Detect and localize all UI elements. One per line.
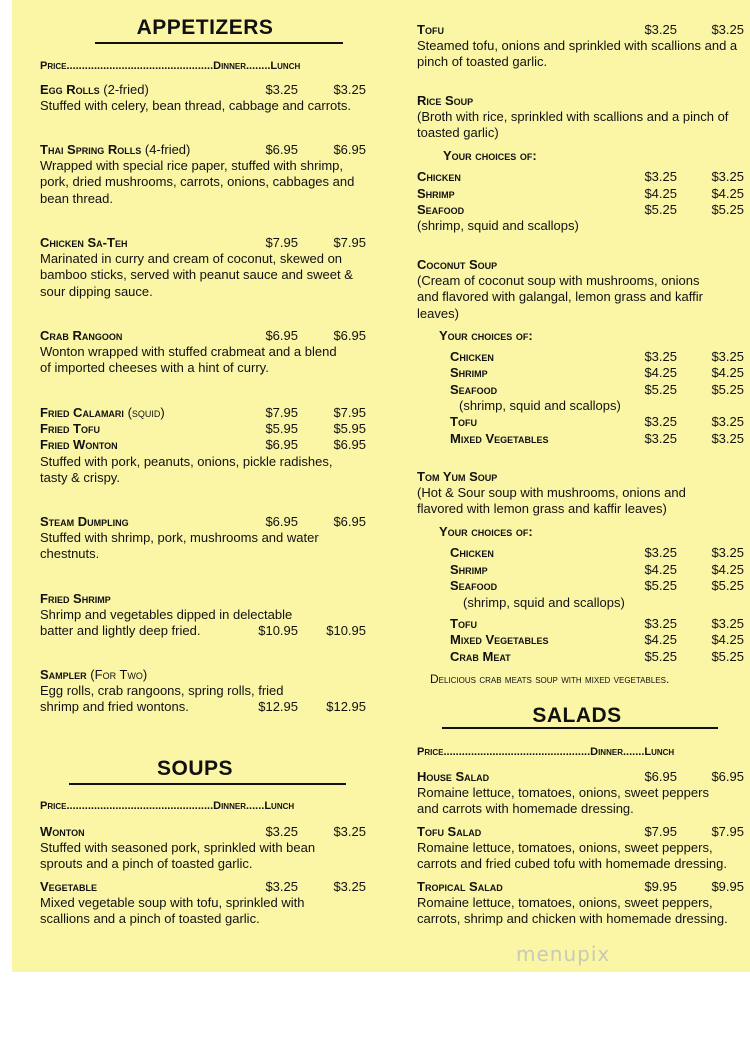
item-description-line-1: Shrimp and vegetables dipped in delectable xyxy=(40,607,293,622)
item-description-line-1: Egg rolls, crab rangoons, spring rolls, fried xyxy=(40,683,284,698)
item-name: Thai Spring Rolls xyxy=(40,142,142,157)
price-dinner: $6.95 xyxy=(265,514,298,529)
item-description: Romaine lettuce, tomatoes, onions, sweet peppers, carrots and fried cubed tofu with homemade dressing. xyxy=(417,840,728,872)
price-dinner: $7.95 xyxy=(644,824,677,839)
choice-seafood: Seafood xyxy=(450,578,498,593)
item-description: Wrapped with special rice paper, stuffed with shrimp, pork, dried mushrooms, carrots, onions, cabbages and bean thread. xyxy=(40,158,355,206)
choice-shrimp: Shrimp xyxy=(450,562,488,577)
item-name: Tropical Salad xyxy=(417,879,503,894)
price-lunch: $3.25 xyxy=(711,22,744,37)
appetizers-heading: APPETIZERS xyxy=(136,16,274,39)
price-dinner: $4.25 xyxy=(644,632,677,647)
price-dinner: $3.25 xyxy=(644,349,677,364)
item-description: (Broth with rice, sprinkled with scallions and a pinch of toasted garlic) xyxy=(417,109,729,141)
menu-item-thai-spring-rolls xyxy=(40,142,190,158)
price-dinner: $3.25 xyxy=(265,82,298,97)
menu-item-fried-tofu xyxy=(40,421,100,437)
price-lunch: $3.25 xyxy=(711,616,744,631)
item-note: (squid) xyxy=(127,405,165,420)
price-dinner: $9.95 xyxy=(644,879,677,894)
choice-chicken: Chicken xyxy=(417,169,461,184)
item-name: Coconut Soup xyxy=(417,257,498,272)
price-dinner: $3.25 xyxy=(644,545,677,560)
price-dinner: $3.25 xyxy=(644,616,677,631)
price-lunch: $5.25 xyxy=(711,382,744,397)
item-name: Steam Dumpling xyxy=(40,514,129,529)
soups-heading: SOUPS xyxy=(156,757,234,780)
item-name: Rice Soup xyxy=(417,93,474,108)
price-dinner: $7.95 xyxy=(265,405,298,420)
menu-item-fried-wonton xyxy=(40,437,118,453)
item-name: Chicken Sa-Teh xyxy=(40,235,128,250)
menu-item-rice-soup xyxy=(417,93,473,109)
price-lunch: $5.25 xyxy=(711,202,744,217)
price-dinner: $12.95 xyxy=(258,699,298,714)
price-lunch: $6.95 xyxy=(333,142,366,157)
price-dinner: $10.95 xyxy=(258,623,298,638)
price-lunch: $3.25 xyxy=(711,545,744,560)
choice-mixed-vegetables: Mixed Vegetables xyxy=(450,431,549,446)
menu-item-vegetable-soup xyxy=(40,879,97,895)
price-lunch: $3.25 xyxy=(711,414,744,429)
price-lunch: $6.95 xyxy=(333,514,366,529)
menu-item-fried-shrimp xyxy=(40,591,111,607)
price-lunch: $5.25 xyxy=(711,578,744,593)
price-dinner: $3.25 xyxy=(265,824,298,839)
price-dinner: $4.25 xyxy=(644,562,677,577)
price-lunch: $4.25 xyxy=(711,562,744,577)
price-lunch: $5.95 xyxy=(333,421,366,436)
menu-item-tropical-salad xyxy=(417,879,503,895)
salads-price-header: Price................................................Dinner.......Lunch xyxy=(417,746,675,758)
menu-item-tofu-soup xyxy=(417,22,444,38)
choice-tofu: Tofu xyxy=(450,414,477,429)
item-description: Stuffed with shrimp, pork, mushrooms and water chestnuts. xyxy=(40,530,319,562)
item-name: Wonton xyxy=(40,824,85,839)
menu-item-tofu-salad xyxy=(417,824,481,840)
price-lunch: $6.95 xyxy=(333,328,366,343)
price-lunch: $7.95 xyxy=(711,824,744,839)
choice-shrimp: Shrimp xyxy=(417,186,455,201)
price-dinner: $3.25 xyxy=(644,431,677,446)
price-dinner: $5.25 xyxy=(644,578,677,593)
menu-item-fried-calamari xyxy=(40,405,165,421)
price-dinner: $3.25 xyxy=(644,414,677,429)
choices-label: Your choices of: xyxy=(439,524,533,539)
item-description: Marinated in curry and cream of coconut, skewed on bamboo sticks, served with peanut sauce and sweet & sour dipping sauce. xyxy=(40,251,353,299)
item-description: Romaine lettuce, tomatoes, onions, sweet peppers, carrots, shrimp and chicken with homemade dressing. xyxy=(417,895,728,927)
choice-chicken: Chicken xyxy=(450,545,494,560)
tom-yum-footer-note: Delicious crab meats soup with mixed vegetables. xyxy=(430,672,670,686)
item-description-line-2: shrimp and fried wontons. xyxy=(40,699,189,714)
price-dinner: $5.25 xyxy=(644,202,677,217)
choices-label: Your choices of: xyxy=(443,148,537,163)
price-dinner: $6.95 xyxy=(265,142,298,157)
menu-item-wonton-soup xyxy=(40,824,85,840)
item-name: Crab Rangoon xyxy=(40,328,123,343)
salads-heading: SALADS xyxy=(532,704,622,727)
item-description: Romaine lettuce, tomatoes, onions, sweet peppers and carrots with homemade dressing. xyxy=(417,785,709,817)
appetizers-price-header: Price................................................Dinner........Lunch xyxy=(40,60,301,72)
price-lunch: $4.25 xyxy=(711,632,744,647)
seafood-note: (shrimp, squid and scallops) xyxy=(459,398,621,413)
price-lunch: $5.25 xyxy=(711,649,744,664)
price-dinner: $6.95 xyxy=(644,769,677,784)
menu-item-egg-rolls xyxy=(40,82,149,98)
price-dinner: $5.25 xyxy=(644,649,677,664)
item-description: Stuffed with celery, bean thread, cabbage and carrots. xyxy=(40,98,351,113)
item-description: (Hot & Sour soup with mushrooms, onions and flavored with lemon grass and kaffir leaves) xyxy=(417,485,686,517)
choice-shrimp: Shrimp xyxy=(450,365,488,380)
price-lunch: $3.25 xyxy=(333,824,366,839)
item-name: Tofu xyxy=(417,22,444,37)
price-dinner: $3.25 xyxy=(644,22,677,37)
item-name: Vegetable xyxy=(40,879,98,894)
price-lunch: $3.25 xyxy=(711,169,744,184)
price-dinner: $4.25 xyxy=(644,186,677,201)
choice-mixed-vegetables: Mixed Vegetables xyxy=(450,632,549,647)
price-dinner: $4.25 xyxy=(644,365,677,380)
price-lunch: $7.95 xyxy=(333,405,366,420)
price-dinner: $5.25 xyxy=(644,382,677,397)
price-lunch: $6.95 xyxy=(333,437,366,452)
item-description: (Cream of coconut soup with mushrooms, onions and flavored with galangal, lemon grass and kaffir leaves) xyxy=(417,273,703,321)
price-lunch: $7.95 xyxy=(333,235,366,250)
salads-rule xyxy=(442,727,718,729)
price-lunch: $3.25 xyxy=(333,879,366,894)
price-lunch: $3.25 xyxy=(333,82,366,97)
choice-seafood: Seafood xyxy=(417,202,465,217)
price-lunch: $6.95 xyxy=(711,769,744,784)
menu-item-crab-rangoon xyxy=(40,328,122,344)
price-dinner: $6.95 xyxy=(265,437,298,452)
item-name: Tom Yum Soup xyxy=(417,469,498,484)
item-note: (4-fried) xyxy=(144,142,191,157)
price-lunch: $3.25 xyxy=(711,431,744,446)
menu-item-coconut-soup xyxy=(417,257,497,273)
item-description: Stuffed with seasoned pork, sprinkled with bean sprouts and a pinch of toasted garlic. xyxy=(40,840,316,872)
menu-item-tom-yum-soup xyxy=(417,469,497,485)
choice-crab-meat: Crab Meat xyxy=(450,649,511,664)
item-description: Steamed tofu, onions and sprinkled with scallions and a pinch of toasted garlic. xyxy=(417,38,738,70)
price-lunch: $9.95 xyxy=(711,879,744,894)
price-lunch: $4.25 xyxy=(711,365,744,380)
menu-item-chicken-sa-teh xyxy=(40,235,127,251)
item-name: Tofu Salad xyxy=(417,824,482,839)
choice-seafood: Seafood xyxy=(450,382,498,397)
price-lunch: $10.95 xyxy=(326,623,366,638)
item-name: Sampler xyxy=(40,667,87,682)
price-dinner: $6.95 xyxy=(265,328,298,343)
menupix-watermark: menupix xyxy=(516,942,611,966)
menu-item-sampler xyxy=(40,667,147,683)
price-dinner: $7.95 xyxy=(265,235,298,250)
item-note: (For Two) xyxy=(90,667,148,682)
item-name: Fried Tofu xyxy=(40,421,100,436)
appetizers-rule xyxy=(95,42,343,44)
price-dinner: $3.25 xyxy=(265,879,298,894)
price-lunch: $3.25 xyxy=(711,349,744,364)
price-lunch: $4.25 xyxy=(711,186,744,201)
price-dinner: $3.25 xyxy=(644,169,677,184)
choice-chicken: Chicken xyxy=(450,349,494,364)
price-lunch: $12.95 xyxy=(326,699,366,714)
item-name: House Salad xyxy=(417,769,490,784)
item-description: Mixed vegetable soup with tofu, sprinkled with scallions and a pinch of toasted garlic. xyxy=(40,895,305,927)
item-name: Fried Calamari xyxy=(40,405,124,420)
menu-item-house-salad xyxy=(417,769,489,785)
item-name: Egg Rolls xyxy=(40,82,100,97)
item-name: Fried Shrimp xyxy=(40,591,111,606)
item-description: Wonton wrapped with stuffed crabmeat and a blend of imported cheeses with a hint of curry. xyxy=(40,344,337,376)
price-dinner: $5.95 xyxy=(265,421,298,436)
choices-label: Your choices of: xyxy=(439,328,533,343)
seafood-note: (shrimp, squid and scallops) xyxy=(463,595,625,610)
soups-price-header: Price................................................Dinner......Lunch xyxy=(40,800,295,812)
item-description-line-2: batter and lightly deep fried. xyxy=(40,623,201,638)
item-name: Fried Wonton xyxy=(40,437,118,452)
soups-rule xyxy=(69,783,346,785)
menu-item-steam-dumpling xyxy=(40,514,129,530)
seafood-note: (shrimp, squid and scallops) xyxy=(417,218,579,233)
item-description: Stuffed with pork, peanuts, onions, pickle radishes, tasty & crispy. xyxy=(40,454,333,486)
choice-tofu: Tofu xyxy=(450,616,477,631)
item-note: (2-fried) xyxy=(103,82,149,97)
